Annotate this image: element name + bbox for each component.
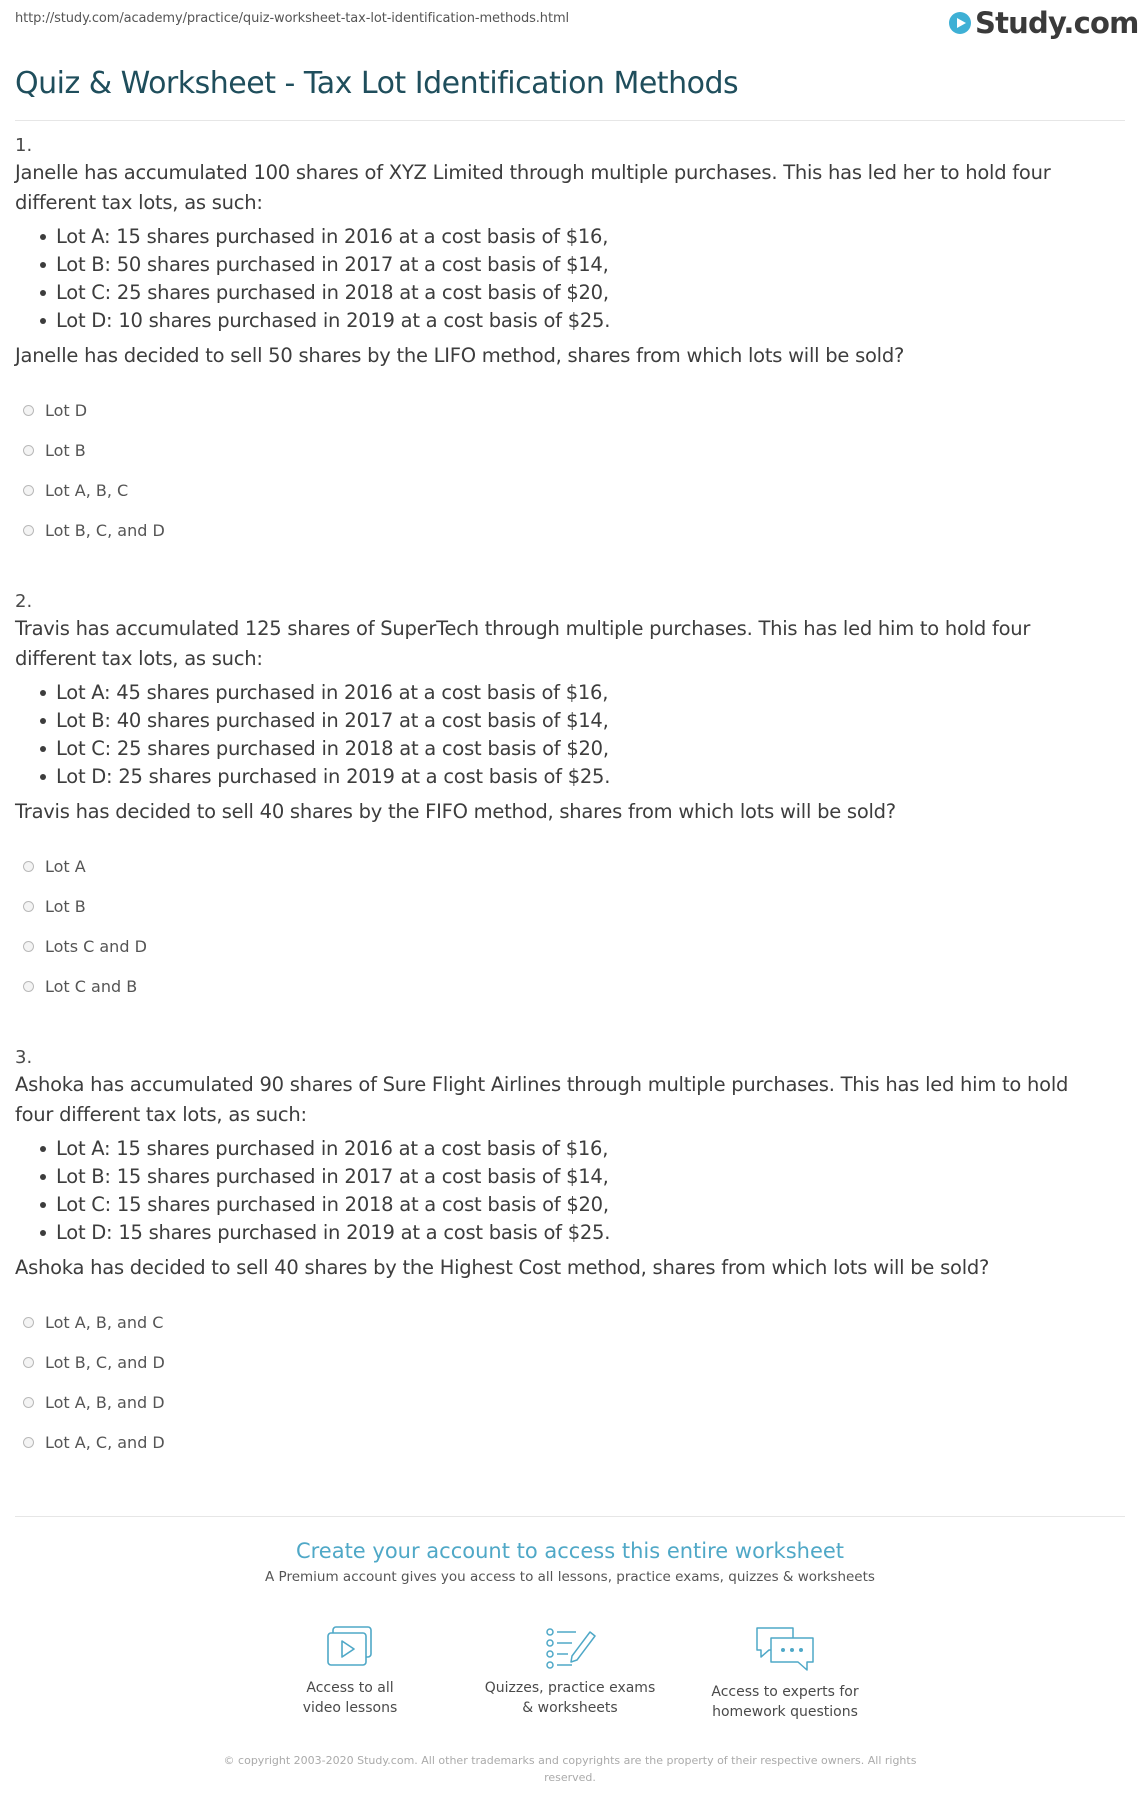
question-text-line: four different tax lots, as such: (15, 1103, 307, 1126)
question-number: 2. (15, 591, 33, 612)
answer-label: Lot B (45, 896, 86, 916)
question-1 (15, 134, 1125, 550)
answer-option[interactable] (15, 390, 1125, 430)
cta-subtitle: A Premium account gives you access to all lessons, practice exams, quizzes & worksheets (265, 1569, 875, 1585)
lot-item: Lot A: 15 shares purchased in 2016 at a cost basis of $16, (40, 223, 1125, 251)
answer-option[interactable] (15, 966, 1125, 1006)
answer-options (15, 390, 1125, 550)
radio-button[interactable] (23, 901, 34, 912)
chat-bubbles-icon (753, 1624, 817, 1674)
page-title: Quiz & Worksheet - Tax Lot Identification Methods (15, 66, 739, 101)
cta-title[interactable]: Create your account to access this entire worksheet (295, 1539, 845, 1563)
question-text-line: Ashoka has accumulated 90 shares of Sure Flight Airlines through multiple purchases. This has led him to hold (15, 1073, 1069, 1096)
answer-label: Lot D (45, 400, 88, 420)
answer-option[interactable] (15, 926, 1125, 966)
logo-text: Study.com (975, 6, 1139, 40)
question-number: 1. (15, 135, 33, 156)
answer-label: Lot A, B, and D (45, 1392, 165, 1412)
question-prompt: Travis has decided to sell 40 shares by the FIFO method, shares from which lots will be sold? (15, 800, 896, 823)
question-text-line: different tax lots, as such: (15, 647, 263, 670)
lot-item: Lot A: 45 shares purchased in 2016 at a cost basis of $16, (40, 679, 1125, 707)
answer-option[interactable] (15, 1342, 1125, 1382)
answer-label: Lot B, C, and D (45, 1352, 165, 1372)
answer-option[interactable] (15, 846, 1125, 886)
lot-item: Lot B: 50 shares purchased in 2017 at a cost basis of $14, (40, 251, 1125, 279)
feature-quizzes (470, 1624, 670, 1718)
signup-cta (0, 1536, 1140, 1585)
lot-list (15, 679, 1125, 791)
question-3 (15, 1046, 1125, 1462)
question-text-line: Travis has accumulated 125 shares of SuperTech through multiple purchases. This has led him to hold four (15, 617, 1031, 640)
lot-item: Lot A: 15 shares purchased in 2016 at a cost basis of $16, (40, 1135, 1125, 1163)
page-url: http://study.com/academy/practice/quiz-worksheet-tax-lot-identification-methods.html (15, 11, 570, 26)
radio-button[interactable] (23, 1397, 34, 1408)
radio-button[interactable] (23, 525, 34, 536)
answer-label: Lot A, B, C (45, 480, 129, 500)
answer-label: Lot B, C, and D (45, 520, 165, 540)
radio-button[interactable] (23, 1437, 34, 1448)
lot-item: Lot C: 25 shares purchased in 2018 at a cost basis of $20, (40, 279, 1125, 307)
footer-line: reserved. (544, 1771, 596, 1784)
lot-item: Lot B: 40 shares purchased in 2017 at a cost basis of $14, (40, 707, 1125, 735)
radio-button[interactable] (23, 485, 34, 496)
answer-option[interactable] (15, 1422, 1125, 1462)
answer-label: Lot C and B (45, 976, 138, 996)
feature-label-line: Access to experts for (711, 1684, 859, 1700)
lot-list (15, 223, 1125, 335)
question-text-line: different tax lots, as such: (15, 191, 263, 214)
answer-options (15, 846, 1125, 1006)
answer-option[interactable] (15, 470, 1125, 510)
lot-item: Lot D: 15 shares purchased in 2019 at a cost basis of $25. (40, 1219, 1125, 1247)
copyright-footer (215, 1752, 925, 1786)
question-number: 3. (15, 1047, 33, 1068)
feature-label-line: Quizzes, practice exams (484, 1680, 656, 1696)
feature-video-lessons (250, 1624, 450, 1718)
feature-label-line: Access to all (306, 1680, 394, 1696)
question-prompt: Janelle has decided to sell 50 shares by the LIFO method, shares from which lots will be sold? (15, 344, 905, 367)
answer-label: Lot A, C, and D (45, 1432, 165, 1452)
question-text-line: Janelle has accumulated 100 shares of XYZ Limited through multiple purchases. This has led her to hold four (15, 161, 1051, 184)
radio-button[interactable] (23, 405, 34, 416)
radio-button[interactable] (23, 1357, 34, 1368)
answer-label: Lot A (45, 856, 86, 876)
question-2 (15, 590, 1125, 1006)
lot-list (15, 1135, 1125, 1247)
answer-option[interactable] (15, 430, 1125, 470)
footer-line: © copyright 2003-2020 Study.com. All other trademarks and copyrights are the property of their respective owners. All rights (223, 1754, 917, 1767)
feature-label-line: & worksheets (522, 1700, 618, 1716)
lot-item: Lot C: 15 shares purchased in 2018 at a cost basis of $20, (40, 1191, 1125, 1219)
answer-option[interactable] (15, 1382, 1125, 1422)
divider (15, 120, 1125, 121)
answer-options (15, 1302, 1125, 1462)
radio-button[interactable] (23, 1317, 34, 1328)
quiz-checklist-icon (542, 1624, 598, 1670)
feature-label-line: homework questions (712, 1704, 858, 1720)
lot-item: Lot D: 25 shares purchased in 2019 at a cost basis of $25. (40, 763, 1125, 791)
answer-option[interactable] (15, 886, 1125, 926)
radio-button[interactable] (23, 941, 34, 952)
question-prompt: Ashoka has decided to sell 40 shares by the Highest Cost method, shares from which lots will be sold? (15, 1256, 990, 1279)
divider (15, 1516, 1125, 1517)
study-logo[interactable] (948, 6, 1139, 40)
lot-item: Lot B: 15 shares purchased in 2017 at a cost basis of $14, (40, 1163, 1125, 1191)
radio-button[interactable] (23, 981, 34, 992)
lot-item: Lot C: 25 shares purchased in 2018 at a cost basis of $20, (40, 735, 1125, 763)
radio-button[interactable] (23, 445, 34, 456)
lot-item: Lot D: 10 shares purchased in 2019 at a cost basis of $25. (40, 307, 1125, 335)
video-lessons-icon (324, 1624, 376, 1670)
play-circle-icon (948, 11, 972, 35)
answer-label: Lot B (45, 440, 86, 460)
feature-experts (685, 1624, 885, 1722)
answer-label: Lot A, B, and C (45, 1312, 164, 1332)
answer-label: Lots C and D (45, 936, 147, 956)
feature-label-line: video lessons (302, 1700, 398, 1716)
answer-option[interactable] (15, 1302, 1125, 1342)
radio-button[interactable] (23, 861, 34, 872)
answer-option[interactable] (15, 510, 1125, 550)
